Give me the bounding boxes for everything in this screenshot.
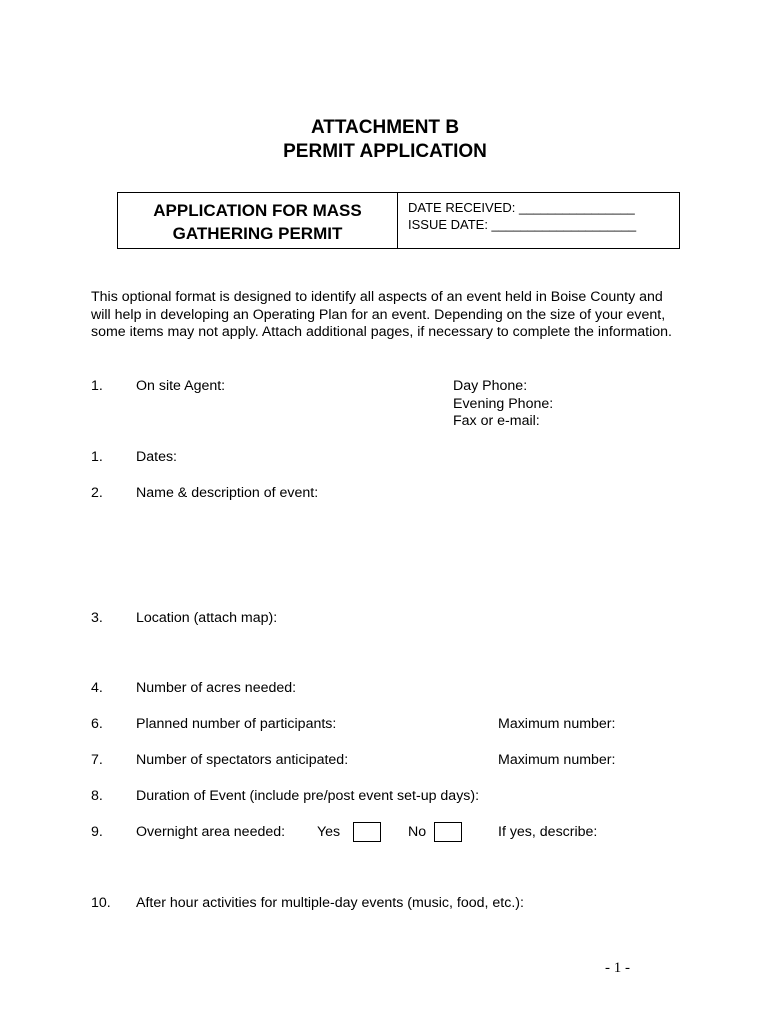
participants-label: Planned number of participants:	[136, 716, 337, 732]
item-number: 8.	[91, 788, 103, 804]
item-number: 1.	[91, 378, 103, 394]
application-title-line-2: GATHERING PERMIT	[172, 224, 343, 243]
dates-label: Dates:	[136, 449, 178, 465]
item-number: 9.	[91, 824, 103, 840]
participants-maximum-label: Maximum number:	[498, 716, 616, 732]
no-checkbox[interactable]	[434, 822, 462, 842]
evening-phone-label: Evening Phone:	[453, 396, 554, 412]
fax-email-label: Fax or e-mail:	[453, 413, 540, 429]
item-number: 3.	[91, 610, 103, 626]
item-number: 4.	[91, 680, 103, 696]
acres-label: Number of acres needed:	[136, 680, 297, 696]
permit-application-heading: PERMIT APPLICATION	[283, 141, 487, 162]
spectators-label: Number of spectators anticipated:	[136, 752, 349, 768]
yes-checkbox[interactable]	[353, 822, 381, 842]
page-number: - 1 -	[605, 960, 630, 976]
office-use-cell	[408, 199, 636, 233]
item-number: 6.	[91, 716, 103, 732]
yes-label: Yes	[317, 824, 341, 840]
application-title-cell	[118, 193, 398, 248]
after-hour-activities-label: After hour activities for multiple-day events (music, food, etc.):	[136, 895, 524, 911]
spectators-maximum-label: Maximum number:	[498, 752, 616, 768]
location-label: Location (attach map):	[136, 610, 278, 626]
issue-date-field[interactable]: ISSUE DATE: ____________________	[408, 217, 637, 232]
if-yes-describe-label: If yes, describe:	[498, 824, 598, 840]
on-site-agent-label: On site Agent:	[136, 378, 226, 394]
item-number: 1.	[91, 449, 103, 465]
attachment-heading: ATTACHMENT B	[310, 117, 460, 138]
day-phone-label: Day Phone:	[453, 378, 528, 394]
application-title-line-1: APPLICATION FOR MASS	[153, 201, 362, 220]
date-received-field[interactable]: DATE RECEIVED: ________________	[408, 200, 635, 215]
item-number: 7.	[91, 752, 103, 768]
intro-paragraph: This optional format is designed to identify all aspects of an event held in Boise County and will help in developing an Operating Plan for an event. Depending on the size of your event, some items may not apply. Attach additional pages, if necessary to complete the information.	[91, 289, 672, 340]
overnight-area-label: Overnight area needed:	[136, 824, 286, 840]
no-label: No	[408, 824, 427, 840]
event-description-label: Name & description of event:	[136, 485, 319, 501]
duration-label: Duration of Event (include pre/post event set-up days):	[136, 788, 480, 804]
application-header-box	[117, 192, 680, 249]
item-number: 2.	[91, 485, 103, 501]
item-number: 10.	[91, 895, 111, 911]
